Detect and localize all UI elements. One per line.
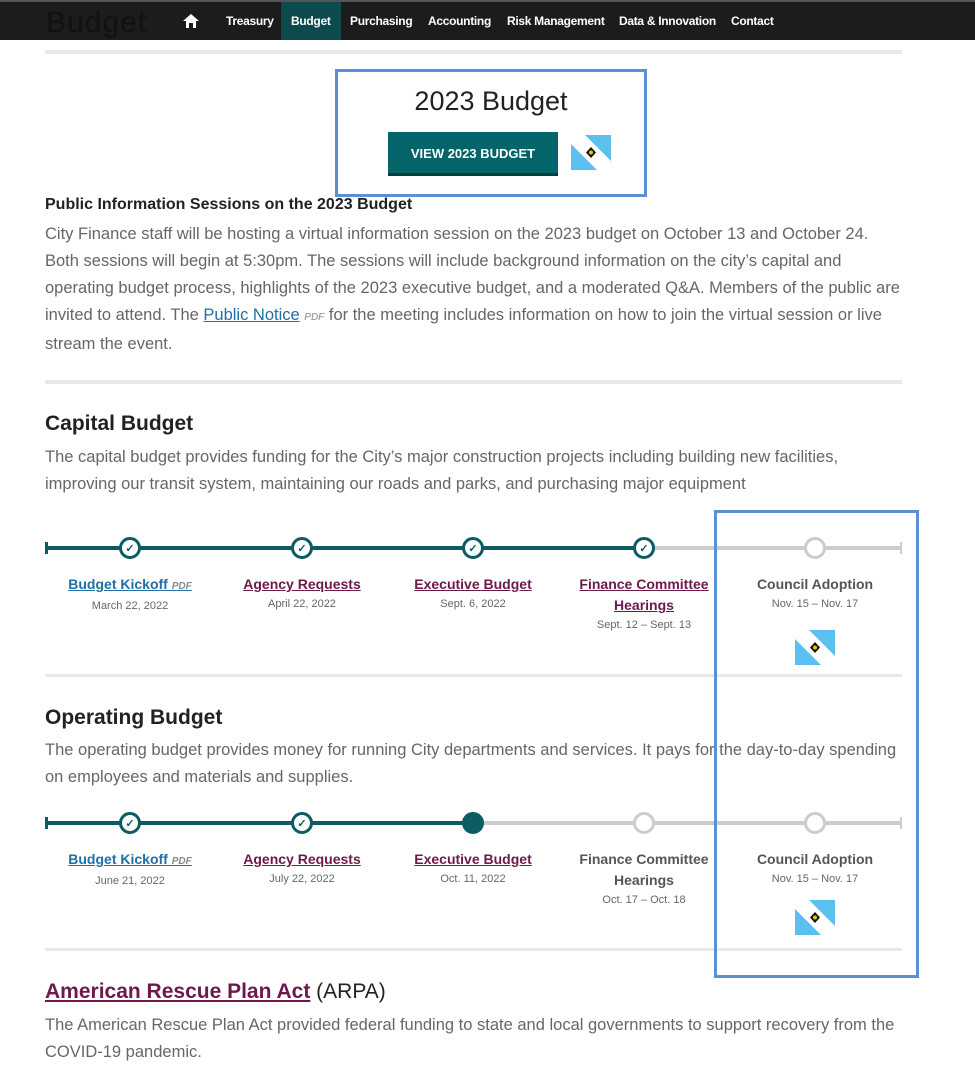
timeline-segment	[473, 821, 644, 825]
timeline-step	[564, 574, 724, 631]
arpa-link[interactable]: American Rescue Plan Act	[45, 980, 311, 1003]
step-date: March 22, 2022	[91, 600, 169, 612]
step-label-text: Budget Kickoff	[68, 576, 168, 592]
nav-treasury[interactable]: Treasury	[226, 14, 274, 28]
nav-data-innovation[interactable]: Data & Innovation	[619, 14, 716, 28]
timeline-step	[564, 849, 724, 906]
arpa-desc: The American Rescue Plan Act provided federal funding to state and local governments to support recovery from the COVID-19 pandemic.	[45, 1016, 895, 1061]
highlight-box	[714, 510, 919, 978]
timeline-step	[393, 849, 553, 885]
city-flag-icon	[571, 135, 611, 170]
step-label-text: Council Adoption	[756, 851, 874, 867]
step-label-text: Executive Budget	[414, 576, 532, 592]
operating-desc: The operating budget provides money for running City departments and services. It pays for the day-to-day spending on employees and materials and supplies.	[45, 741, 897, 786]
step-label	[564, 849, 724, 891]
step-label-text: Budget Kickoff	[68, 851, 168, 867]
step-date: Nov. 15 – Nov. 17	[771, 598, 859, 610]
nav-purchasing[interactable]: Purchasing	[350, 14, 413, 28]
step-circle-icon	[462, 812, 484, 834]
step-label[interactable]	[222, 574, 382, 595]
pdf-badge: PDF	[304, 312, 325, 323]
step-circle-icon	[633, 812, 655, 834]
operating-heading: Operating Budget	[45, 706, 223, 729]
sessions-text-a: City Finance staff will be hosting a virtual information session on the 2023 budget on October 13 and October 24. Both sessions will begin at 5:30pm. The sessions will include background information on the city’s capital and operating budget process, highlights of the 2023 executive budget, and a moderated Q&A. Members of the public are invited to attend. The	[45, 225, 900, 324]
sessions-text	[45, 221, 905, 358]
step-label[interactable]	[222, 849, 382, 870]
nav-contact[interactable]: Contact	[731, 14, 774, 28]
step-label-text: Finance Committee Hearings	[579, 851, 709, 888]
step-label-text: PDF	[171, 581, 192, 592]
top-nav	[0, 0, 975, 40]
arpa-heading	[45, 980, 386, 1004]
step-date: Sept. 12 – Sept. 13	[596, 619, 692, 631]
timeline-segment	[45, 821, 130, 825]
step-label-text: Council Adoption	[756, 576, 874, 592]
timeline-step	[222, 849, 382, 885]
check-circle-icon: ✓	[462, 537, 484, 559]
check-circle-icon: ✓	[291, 812, 313, 834]
capital-heading: Capital Budget	[45, 412, 194, 435]
nav-budget[interactable]: Budget	[281, 2, 341, 40]
check-circle-icon: ✓	[119, 812, 141, 834]
timeline-segment	[302, 821, 473, 825]
step-label[interactable]	[393, 574, 553, 595]
divider	[45, 50, 902, 54]
step-date: April 22, 2022	[268, 598, 336, 610]
timeline-step	[50, 849, 210, 887]
timeline-step	[222, 574, 382, 610]
check-circle-icon: ✓	[291, 537, 313, 559]
feature-title: 2023 Budget	[414, 86, 568, 116]
view-2023-budget-button[interactable]: VIEW 2023 BUDGET	[388, 132, 558, 176]
timeline-segment	[130, 821, 302, 825]
step-date: June 21, 2022	[95, 875, 165, 887]
timeline-step	[50, 574, 210, 612]
step-label-text: Finance Committee Hearings	[579, 576, 709, 613]
timeline-step	[393, 574, 553, 610]
timeline-segment	[130, 546, 302, 550]
step-label[interactable]	[50, 574, 210, 597]
timeline-segment	[473, 546, 644, 550]
step-label[interactable]	[393, 849, 553, 870]
public-notice-link[interactable]: Public Notice	[203, 306, 300, 324]
step-label-text: PDF	[171, 856, 192, 867]
step-label[interactable]	[564, 574, 724, 616]
nav-risk-management[interactable]: Risk Management	[507, 14, 605, 28]
step-label-text: Executive Budget	[414, 851, 532, 867]
step-date: July 22, 2022	[269, 873, 335, 885]
nav-accounting[interactable]: Accounting	[428, 14, 491, 28]
page-title-ghost: Budget	[46, 6, 148, 39]
divider	[45, 380, 902, 384]
timeline-segment	[302, 546, 473, 550]
sessions-text-b: for the meeting includes information on how to join the virtual session or live stream the event.	[45, 306, 882, 353]
sessions-heading: Public Information Sessions on the 2023 Budget	[45, 196, 413, 213]
step-label-text: Agency Requests	[243, 851, 361, 867]
timeline-segment	[45, 546, 130, 550]
check-circle-icon: ✓	[633, 537, 655, 559]
step-label[interactable]	[50, 849, 210, 872]
home-icon[interactable]	[182, 12, 200, 30]
step-date: Sept. 6, 2022	[440, 598, 506, 610]
capital-desc: The capital budget provides funding for the City’s major construction projects including building new facilities, improving our transit system, maintaining our roads and parks, and purchasing major equipment	[45, 448, 839, 493]
arpa-suffix: (ARPA)	[310, 980, 386, 1003]
check-circle-icon: ✓	[119, 537, 141, 559]
step-date: Oct. 11, 2022	[440, 873, 506, 885]
step-label-text: Agency Requests	[243, 576, 361, 592]
step-date: Nov. 15 – Nov. 17	[771, 873, 859, 885]
step-date: Oct. 17 – Oct. 18	[602, 894, 686, 906]
